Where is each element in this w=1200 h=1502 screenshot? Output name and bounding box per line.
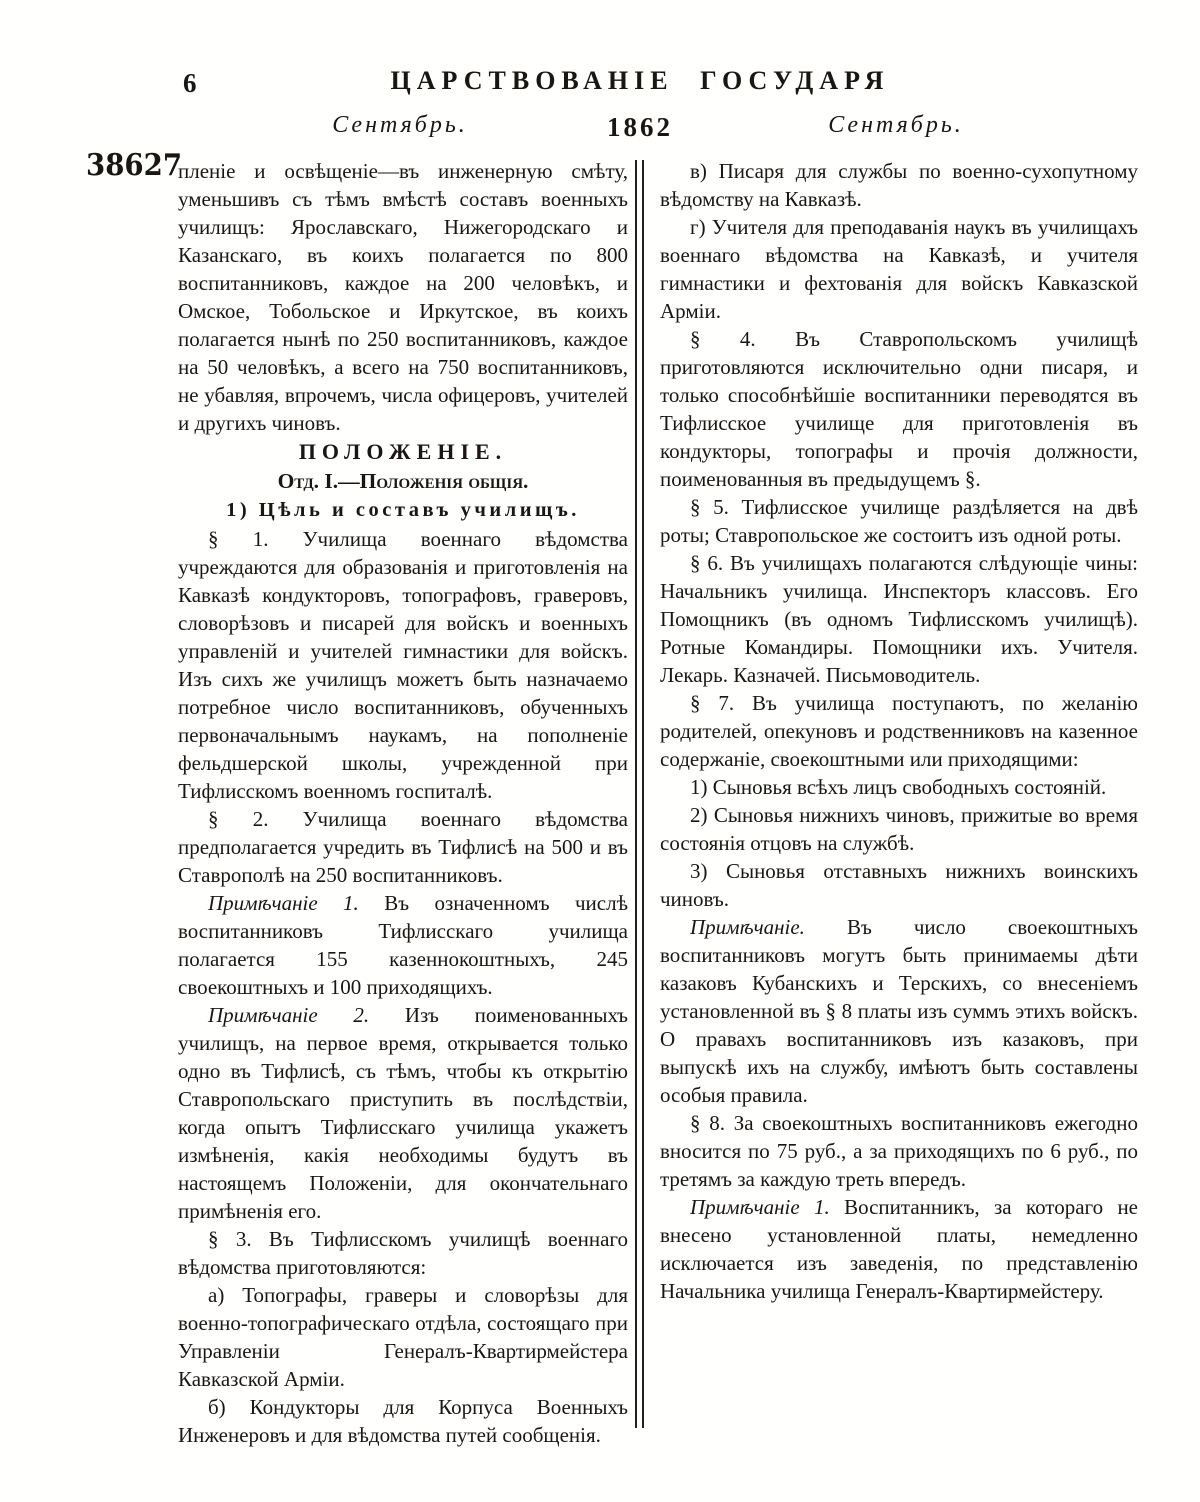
note-label: Примѣчаніе 1. — [690, 1195, 830, 1219]
note-paragraph — [660, 913, 1138, 1109]
note-label: Примѣчаніе. — [690, 915, 805, 939]
left-column — [178, 157, 628, 1449]
paragraph-s6: § 6. Въ училищахъ полагаются слѣдующіе чины: Начальникъ училища. Инспекторъ классовъ. Его Помощникъ (въ одномъ Тифлисскомъ училищѣ). Ротные Командиры. Помощники ихъ. Учителя. Лекарь. Казначей. Письмоводитель. — [660, 551, 1138, 687]
statute-heading: ПОЛОЖЕНІЕ. — [298, 439, 508, 464]
paragraph-s4: § 4. Въ Ставропольскомъ училищѣ приготовляются исключительно одни писаря, и только способнѣйшіе воспитанники переводятся въ Тифлисское училище для приготовленія въ кондукторы, топографы и прочія должности, поименованныя въ предыдущемъ §. — [660, 327, 1138, 491]
note-paragraph-2 — [178, 1001, 628, 1225]
list-item-a: а) Топографы, граверы и словорѣзы для военно-топографическаго отдѣла, состоящаго при Управленіи Генералъ-Квартирмейстера Кавказской Арміи. — [178, 1283, 628, 1391]
note-text: Въ число своекоштныхъ воспитанниковъ могутъ быть принимаемы дѣти казаковъ Кубанскихъ и Терскихъ, со внесеніемъ установленной въ § 8 платы изъ суммъ этихъ войскъ. О правахъ воспитанниковъ изъ казаковъ, при выпускѣ ихъ на службу, имѣютъ быть составлены особыя правила. — [660, 915, 1138, 1107]
paragraph-s5: § 5. Тифлисское училище раздѣляется на двѣ роты; Ставропольское же состоитъ изъ одной роты. — [660, 495, 1138, 547]
text-columns — [178, 157, 1138, 1449]
list-item-v: в) Писаря для службы по военно-сухопутному вѣдомству на Кавказѣ. — [660, 159, 1138, 211]
paragraph-s3: § 3. Въ Тифлисскомъ училищѣ военнаго вѣдомства приготовляются: — [178, 1227, 628, 1279]
page-number: 6 — [183, 68, 198, 98]
note-text: Изъ поименованныхъ училищъ, на первое время, открывается только одно въ Тифлисѣ, съ тѣмъ, чтобы къ открытію Ставропольскаго приступить въ послѣдствіи, когда опытъ Тифлисскаго училища укажетъ измѣненія, какія необходимы будутъ въ настоящемъ Положеніи, для окончательнаго примѣненія его. — [178, 1003, 629, 1223]
subsection-heading: 1) Цѣль и составъ училищъ. — [226, 499, 580, 521]
note-paragraph-last — [660, 1193, 1138, 1305]
list-item-1: 1) Сыновья всѣхъ лицъ свободныхъ состояній. — [690, 775, 1107, 799]
year-label: 1862 — [607, 112, 673, 142]
date-line — [0, 112, 1200, 146]
month-label-right: Сентябрь. — [828, 112, 964, 138]
paragraph-continuation: пленіе и освѣщеніе—въ инженерную смѣту, уменьшивъ съ тѣмъ вмѣстѣ составъ военныхъ училищъ: Ярославскаго, Нижегородскаго и Казанскаго, въ коихъ полагается по 800 воспитанниковъ, каждое на 200 человѣкъ, и Омское, Тобольское и Иркутское, въ коихъ полагается нынѣ по 250 воспитанниковъ, каждое на 50 человѣкъ, а всего на 750 воспитанниковъ, не убавляя, впрочемъ, числа офицеровъ, учителей и другихъ чиновъ. — [178, 159, 628, 435]
paragraph-s2: § 2. Училища военнаго вѣдомства предполагается учредить въ Тифлисѣ на 500 и въ Ставрополѣ на 250 воспитанниковъ. — [178, 807, 628, 887]
paragraph-s7: § 7. Въ училища поступаютъ, по желанію родителей, опекуновъ и родственниковъ на казенное содержаніе, своекоштными или приходящими: — [660, 691, 1138, 771]
list-item-g: г) Учителя для преподаванія наукъ въ училищахъ военнаго вѣдомства на Кавказѣ, и учителя гимнастики и фехтованія для войскъ Кавказской Арміи. — [660, 215, 1138, 323]
note-label: Примѣчаніе 1. — [208, 891, 359, 915]
right-column — [660, 157, 1138, 1449]
paragraph-s8: § 8. За своекоштныхъ воспитанниковъ ежегодно вносится по 75 руб., а за приходящихъ по 6 руб., по третямъ за каждую треть впередъ. — [660, 1111, 1138, 1191]
month-label-left: Сентябрь. — [332, 112, 468, 138]
section-heading: Отд. I.—Положенія общія. — [277, 469, 529, 493]
note-text: Въ означенномъ числѣ воспитанниковъ Тифлисскаго училища полагается 155 казеннокоштныхъ, 245 своекоштныхъ и 100 приходящихъ. — [178, 891, 628, 999]
note-label: Примѣчаніе 2. — [208, 1003, 370, 1027]
act-number: 38627 — [86, 148, 183, 183]
note-text: Воспитанникъ, за котораго не внесено установленной платы, немедленно исключается изъ заведенія, по представленію Начальника училища Генералъ-Квартирмейстеру. — [660, 1195, 1138, 1303]
list-item-b: б) Кондукторы для Корпуса Военныхъ Инженеровъ и для вѣдомства путей сообщенія. — [178, 1395, 628, 1447]
note-paragraph-1 — [178, 889, 628, 1001]
page-header — [80, 66, 1200, 106]
list-item-3: 3) Сыновья отставныхъ нижнихъ воинскихъ чиновъ. — [660, 859, 1138, 911]
list-item-2: 2) Сыновья нижнихъ чиновъ, прижитые во время состоянія отцовъ на службѣ. — [660, 803, 1138, 855]
paragraph-s1: § 1. Училища военнаго вѣдомства учреждаются для образованія и приготовленія на Кавказѣ кондукторовъ, топографовъ, граверовъ, словорѣзовъ и писарей для войскъ и военныхъ управленій и учителей гимнастики для войскъ. Изъ сихъ же училищъ можетъ быть назначаемо потребное число воспитанниковъ, обученныхъ первоначальнымъ наукамъ, на пополненіе фельдшерской школы, учрежденной при Тифлисскомъ военномъ госпиталѣ. — [178, 527, 628, 803]
running-title: ЦАРСТВОВАНІЕ ГОСУДАРЯ — [390, 66, 890, 95]
